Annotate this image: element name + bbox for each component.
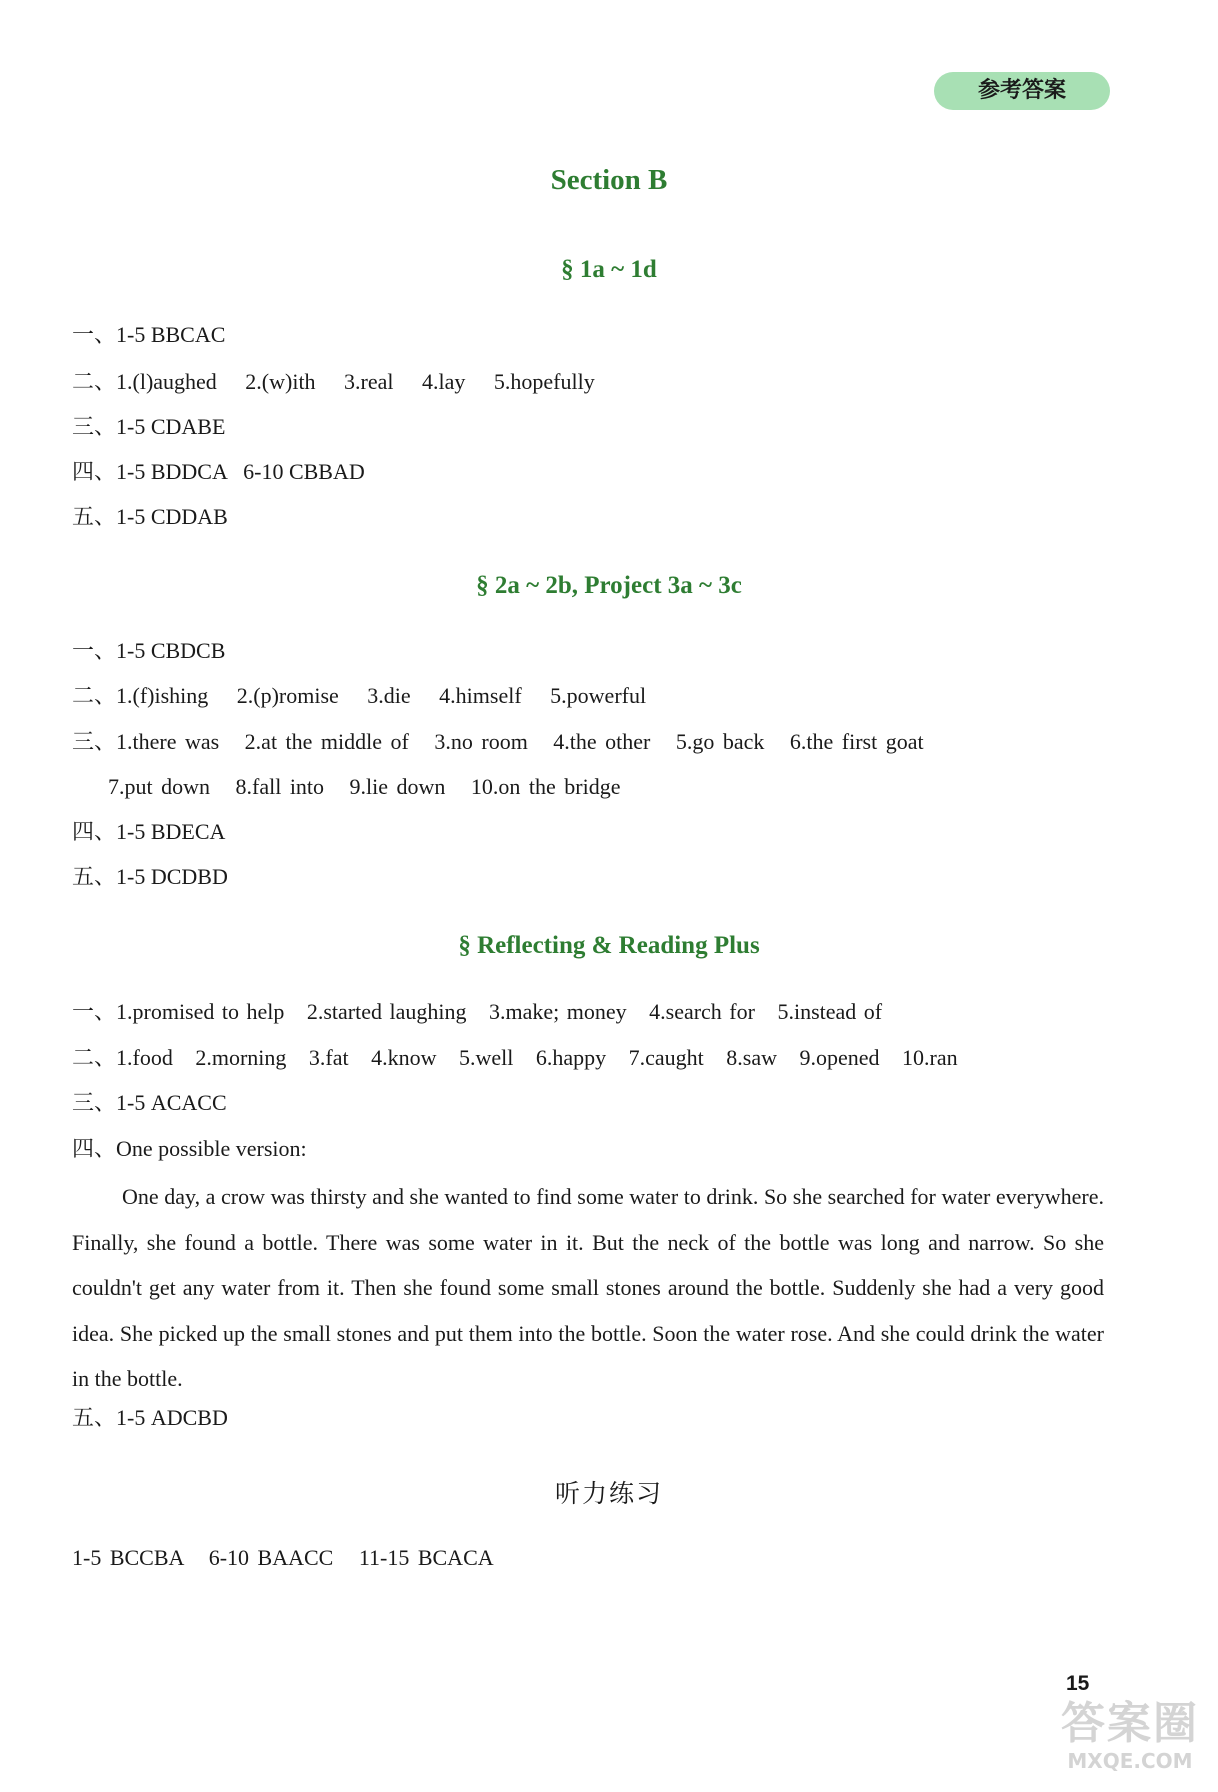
section-title: Section B [550, 164, 668, 196]
answer-line: 一、1.promised to help 2.started laughing 3.make; money 4.search for 5.instead of [72, 999, 883, 1024]
answer-line: 三、1-5 ACACC [72, 1090, 227, 1115]
answer-line: 7.put down 8.fall into 9.lie down 10.on the bridge [108, 774, 621, 799]
answer-line: 二、1.(l)aughed 2.(w)ith 3.real 4.lay 5.hopefully [72, 369, 595, 394]
listening-title: 听力练习 [554, 1479, 663, 1508]
answer-line: 四、1-5 BDECA [72, 819, 226, 844]
answer-line: 三、1-5 CDABE [72, 414, 226, 439]
answer-line: 一、1-5 CBDCB [72, 638, 226, 663]
answer-line: 一、1-5 BBCAC [72, 322, 226, 347]
answer-line: 三、1.there was 2.at the middle of 3.no room 4.the other 5.go back 6.the first goat [72, 729, 924, 754]
answer-line: 四、One possible version: [72, 1136, 307, 1161]
sample-essay: One day, a crow was thirsty and she wanted to find some water to drink. So she searched for water everywhere. Finally, she found a bottle. There was some water in it. But the neck of the bottle was long and narrow. So she couldn't get any water from it. Then she found some small stones around the bottle. Suddenly she had a very good idea. She picked up the small stones and put them into the bottle. Soon the water rose. And she could drink the water in the bottle. [72, 1184, 1104, 1392]
answer-line: 五、1-5 CDDAB [72, 504, 228, 529]
answer-line: 五、1-5 DCDBD [72, 864, 228, 889]
watermark-text: 答案圈 [1061, 1698, 1199, 1749]
watermark-url: MXQE.COM [1067, 1749, 1193, 1773]
subsection-title-2: § 2a ~ 2b, Project 3a ~ 3c [476, 572, 742, 599]
answer-key-badge: 参考答案 [934, 72, 1110, 110]
listening-answers: 1-5 BCCBA 6-10 BAACC 11-15 BCACA [72, 1545, 494, 1570]
answer-line: 五、1-5 ADCBD [72, 1405, 228, 1430]
watermark-logo [1050, 1700, 1210, 1782]
subsection-title-3: § Reflecting & Reading Plus [458, 932, 760, 959]
subsection-title-1: § 1a ~ 1d [561, 256, 657, 283]
answer-line: 四、1-5 BDDCA 6-10 CBBAD [72, 459, 365, 484]
answer-line: 二、1.food 2.morning 3.fat 4.know 5.well 6.happy 7.caught 8.saw 9.opened 10.ran [72, 1045, 958, 1070]
page-number: 15 [1066, 1672, 1090, 1695]
answer-line: 二、1.(f)ishing 2.(p)romise 3.die 4.himself 5.powerful [72, 683, 647, 708]
